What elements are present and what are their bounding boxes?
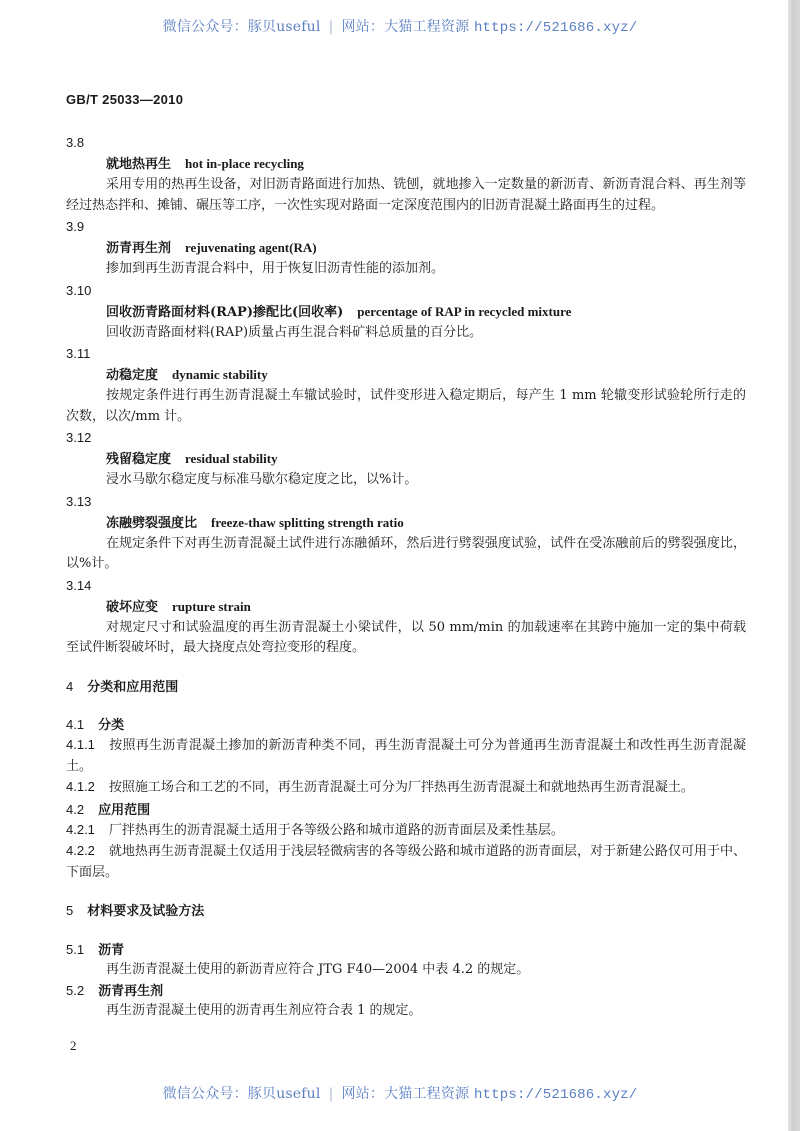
term-definition: 按规定条件进行再生沥青混凝土车辙试验时，试件变形进入稳定期后，每产生 1 mm 轮辙变形试验轮所行走的次数，以次/mm 计。 bbox=[66, 388, 746, 424]
term-zh: 残留稳定度 bbox=[106, 452, 172, 467]
term-number: 3.13 bbox=[66, 493, 92, 509]
term-entry bbox=[66, 427, 746, 491]
term-zh: 沥青再生剂 bbox=[106, 241, 172, 256]
term-en: rupture strain bbox=[172, 598, 251, 614]
standard-code: GB/T 25033—2010 bbox=[66, 92, 184, 107]
watermark-separator: | bbox=[328, 1086, 334, 1102]
term-zh: 动稳定度 bbox=[106, 368, 159, 383]
term-entry bbox=[66, 343, 746, 427]
term-en: percentage of RAP in recycled mixture bbox=[357, 303, 572, 319]
clause-4-2-2: 4.2.2 就地热再生沥青混凝土仅适用于浅层轻微病害的各等级公路和城市道路的沥青面层，对于新建公路仅可用于中、下面层。 bbox=[66, 843, 746, 880]
term-entry bbox=[66, 216, 746, 280]
subsection-heading-4-1: 4.1 分类 bbox=[66, 717, 125, 733]
term-heading bbox=[66, 448, 746, 470]
watermark-separator: | bbox=[328, 19, 334, 35]
section-heading-4: 4 分类和应用范围 bbox=[66, 678, 179, 695]
watermark-url[interactable]: https://521686.xyz/ bbox=[473, 1087, 638, 1103]
term-zh: 回收沥青路面材料(RAP)掺配比(回收率) bbox=[106, 304, 344, 320]
term-number: 3.8 bbox=[66, 135, 85, 150]
term-entry bbox=[66, 575, 746, 659]
term-en: residual stability bbox=[185, 451, 278, 466]
subsection-text-5-1: 再生沥青混凝土使用的新沥青应符合 JTG F40—2004 中表 4.2 的规定。 bbox=[106, 961, 530, 977]
term-heading bbox=[66, 237, 746, 259]
scan-edge-strip bbox=[788, 0, 800, 1131]
subsection-text-5-2: 再生沥青混凝土使用的沥青再生剂应符合表 1 的规定。 bbox=[106, 1003, 422, 1018]
term-number: 3.14 bbox=[66, 577, 92, 593]
watermark-site-label: 网站：大猫工程资源 bbox=[341, 19, 470, 35]
watermark-url[interactable]: https://521686.xyz/ bbox=[473, 20, 638, 36]
watermark-top bbox=[0, 16, 800, 36]
subsection-heading-5-1: 5.1 沥青 bbox=[66, 941, 125, 958]
term-en: hot in-place recycling bbox=[185, 156, 304, 171]
term-entry bbox=[66, 491, 746, 575]
term-definition: 浸水马歇尔稳定度与标准马歇尔稳定度之比，以%计。 bbox=[106, 472, 418, 487]
term-heading bbox=[66, 512, 746, 534]
watermark-site-label: 网站：大猫工程资源 bbox=[341, 1086, 470, 1102]
term-number: 3.11 bbox=[66, 346, 91, 361]
term-entry bbox=[66, 280, 746, 344]
term-definition: 回收沥青路面材料(RAP)质量占再生混合料矿料总质量的百分比。 bbox=[106, 324, 483, 340]
watermark-bottom bbox=[0, 1083, 800, 1103]
term-definition: 掺加到再生沥青混合料中，用于恢复旧沥青性能的添加剂。 bbox=[106, 261, 445, 276]
subsection-heading-4-2: 4.2 应用范围 bbox=[66, 801, 151, 818]
clause-4-1-1: 4.1.1 按照再生沥青混凝土掺加的新沥青种类不同，再生沥青混凝土可分为普通再生沥青混凝土和改性再生沥青混凝土。 bbox=[66, 737, 746, 774]
watermark-wechat: 微信公众号：豚贝useful bbox=[162, 19, 321, 35]
term-definition: 在规定条件下对再生沥青混凝土试件进行冻融循环，然后进行劈裂强度试验，试件在受冻融前后的劈裂强度比，以%计。 bbox=[66, 535, 746, 571]
clause-4-2-1: 4.2.1 厂拌热再生的沥青混凝土适用于各等级公路和城市道路的沥青面层及柔性基层。 bbox=[66, 821, 564, 838]
term-zh: 冻融劈裂强度比 bbox=[106, 515, 198, 531]
section-heading-5: 5 材料要求及试验方法 bbox=[66, 903, 205, 919]
term-number: 3.12 bbox=[66, 430, 92, 445]
term-definition: 对规定尺寸和试验温度的再生沥青混凝土小梁试件，以 50 mm/min 的加载速率在其跨中施加一定的集中荷载至试件断裂破坏时，最大挠度点处弯拉变形的程度。 bbox=[66, 619, 746, 655]
subsection-heading-5-2: 5.2 沥青再生剂 bbox=[66, 983, 164, 999]
term-number: 3.10 bbox=[66, 282, 92, 298]
term-en: freeze-thaw splitting strength ratio bbox=[211, 514, 404, 530]
page-number: 2 bbox=[70, 1038, 77, 1053]
term-number: 3.9 bbox=[66, 219, 85, 234]
term-en: dynamic stability bbox=[172, 367, 268, 382]
term-heading bbox=[66, 301, 746, 323]
document-body bbox=[66, 132, 746, 1022]
watermark-wechat: 微信公众号：豚贝useful bbox=[162, 1086, 321, 1102]
term-definition: 采用专用的热再生设备，对旧沥青路面进行加热、铣刨，就地掺入一定数量的新沥青、新沥青混合料、再生剂等经过热态拌和、摊铺、碾压等工序，一次性实现对路面一定深度范围内的旧沥青混凝土路面再生的过程。 bbox=[66, 177, 746, 213]
term-heading bbox=[66, 364, 746, 386]
term-zh: 就地热再生 bbox=[106, 157, 172, 172]
term-heading bbox=[66, 596, 746, 618]
clause-4-1-2: 4.1.2 按照施工场合和工艺的不同，再生沥青混凝土可分为厂拌热再生沥青混凝土和就地热再生沥青混凝土。 bbox=[66, 779, 694, 795]
term-en: rejuvenating agent(RA) bbox=[185, 240, 317, 255]
term-entry bbox=[66, 132, 746, 216]
term-heading bbox=[66, 153, 746, 175]
term-zh: 破坏应变 bbox=[106, 599, 159, 615]
